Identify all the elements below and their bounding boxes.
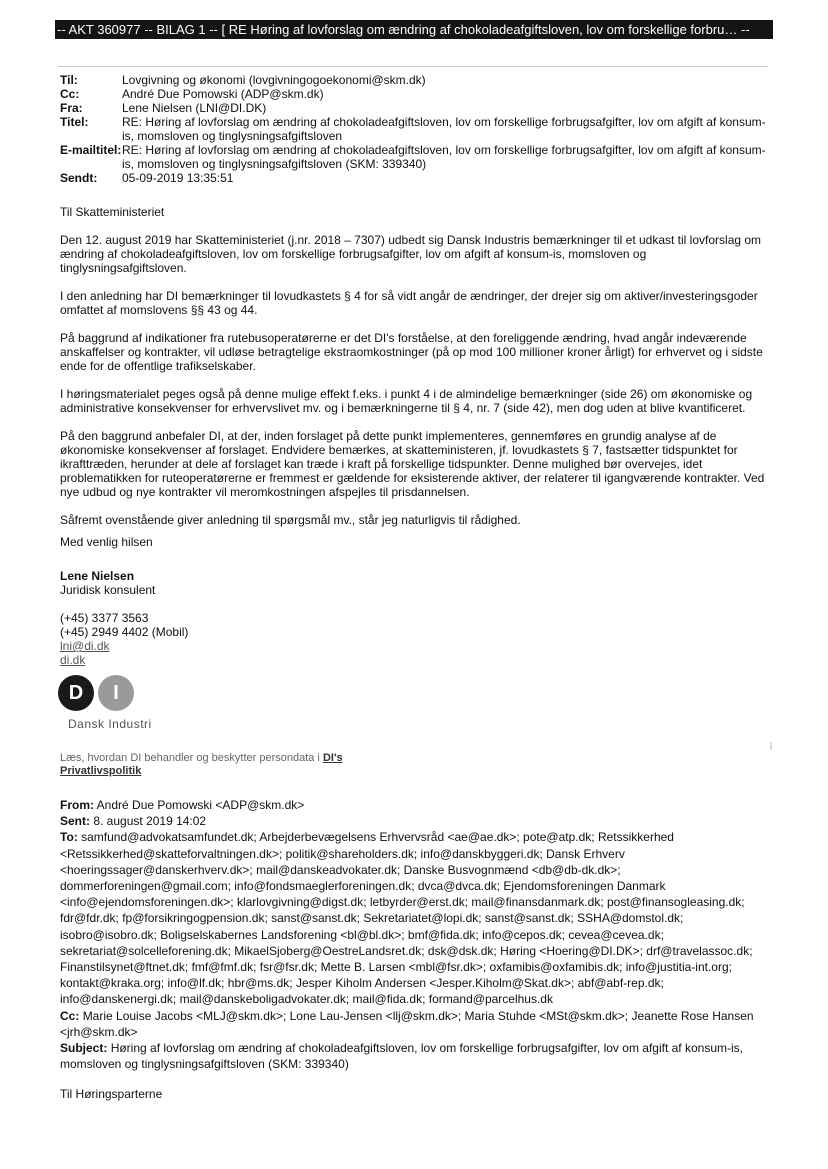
document-header-bar: -- AKT 360977 -- BILAG 1 -- [ RE Høring af lovforslag om ændring af chokoladeafgiftsloven, lov om forskellige forbru… -- — [55, 20, 773, 39]
fwd-sent-value: 8. august 2019 14:02 — [93, 814, 207, 829]
privacy-text: Læs, hvordan DI behandler og beskytter persondata i — [60, 752, 323, 764]
meta-value: RE: Høring af lovforslag om ændring af chokoladeafgiftsloven, lov om forskellige forbrugsafgifter, lov om afgift af konsum-is, momsloven og tinglysningsafgiftsloven (SKM: 339340) — [122, 143, 766, 171]
fwd-subject-value: Høring af lovforslag om ændring af chokoladeafgiftsloven, lov om forskellige forbrugsafgifter, lov om afgift af konsum-is, momsloven og tinglysningsafgiftsloven (SKM: 339340) — [60, 1041, 743, 1072]
signature-mobile: (+45) 2949 4402 (Mobil) — [60, 625, 189, 639]
meta-row-sent — [60, 171, 772, 185]
privacy-policy-link[interactable]: DI's Privatlivspolitik — [60, 752, 343, 777]
meta-value: 05-09-2019 13:35:51 — [122, 171, 234, 185]
meta-key: Til: — [60, 73, 78, 87]
meta-value: Lene Nielsen (LNI@DI.DK) — [122, 101, 267, 115]
signature-email-link[interactable]: lni@di.dk — [60, 639, 110, 653]
fwd-from-value: André Due Pomowski <ADP@skm.dk> — [96, 798, 305, 812]
email-body — [60, 205, 770, 541]
body-paragraph: På den baggrund anbefaler DI, at der, inden forslaget på dette punkt implementeres, gennemføres en grundig analyse af de økonomiske konsekvenser af forslaget. Endvidere bemærkes, at skatteministeren, jf. lovudkastets § 7, fastsætter tidspunktet for ikrafttræden, herunder at dele af forslaget kan træde i kraft på forskellige tidspunkter. Denne mulighed bør overvejes, idet problematikken for ruteoperatørerne er fremmest er gældende for eksisterende aktiver, der relaterer til igangværende kontrakter. Ved nye udbud og nye kontrakter vil meromkostningen afspejles til prisdannelsen. — [60, 429, 765, 499]
meta-key: Cc: — [60, 87, 80, 101]
meta-row-from — [60, 101, 772, 115]
meta-key: Fra: — [60, 101, 83, 115]
closing-line: Til Høringsparterne — [60, 1087, 163, 1101]
signature-greeting: Med venlig hilsen — [60, 535, 153, 549]
meta-key: E-mailtitel: — [60, 143, 122, 157]
dansk-industri-logo — [58, 675, 178, 735]
meta-value: André Due Pomowski (ADP@skm.dk) — [122, 87, 324, 101]
body-salutation: Til Skatteministeriet — [60, 205, 165, 219]
fwd-to-recipients: samfund@advokatsamfundet.dk; Arbejderbevægelsens Erhvervsråd <ae@ae.dk>; pote@atp.dk; Retssikkerhed <Retssikkerhed@skatteforvaltningen.dk>; politik@shareholders.dk; info@danskbyggeri.dk; Dansk Erhverv <hoeringssager@danskerhverv.dk>; mail@danskeadvokater.dk; Danske Busvognmænd <db@db-dk.dk>; dommerforeningen@gmail.com; info@fondsmaeglerforeningen.dk; dvca@dvca.dk; Ejendomsforeningen Danmark <info@ejendomsforeningen.dk>; klarlovgivning@digst.dk; letbyrder@erst.dk; mail@finansdanmark.dk; post@finansogleasing.dk; fdr@fdr.dk; fp@forsikringogpension.dk; sanst@sanst.dk; Sekretariatet@lopi.dk; sanst@sanst.dk; SSHA@domstol.dk; isobro@isobro.dk; Boligselskabernes Landsforening <bl@bl.dk>; bmf@fida.dk; info@cepos.dk; cevea@cevea.dk; sekretariat@solcelleforening.dk; MikaelSjoberg@OestreLandsret.dk; dsk@dsk.dk; Høring <Hoering@DI.DK>; drf@travelassoc.dk; Finanstilsynet@ftnet.dk; fmf@fmf.dk; fsr@fsr.dk; Mette B. Larsen <mbl@fsr.dk>; oxfamibis@oxfamibis.dk; info@justitia-int.org; kontakt@kraka.org; info@lf.dk; hbr@ms.dk; Jesper Kiholm Andersen <Jesper.Kiholm@Skat.dk>; abf@abf-rep.dk; info@danskenergi.dk; mail@danskeboligadvokater.dk; mail@fida.dk; formand@parcelhus.dk — [60, 830, 753, 1007]
privacy-note — [60, 752, 360, 778]
signature-web-link[interactable]: di.dk — [60, 653, 86, 667]
meta-row-to — [60, 73, 772, 87]
fwd-to-label: To: — [60, 830, 78, 845]
header-divider — [58, 66, 768, 67]
signature-name: Lene Nielsen — [60, 569, 135, 583]
fwd-subject-label: Subject: — [60, 1041, 108, 1056]
signature-role: Juridisk konsulent — [60, 583, 156, 597]
fwd-cc-label: Cc: — [60, 1008, 80, 1023]
logo-d-circle: D — [58, 675, 94, 711]
body-paragraph: I høringsmaterialet peges også på denne mulige effekt f.eks. i punkt 4 i de almindelige bemærkninger (side 26) om økonomiske og administrative konsekvenser for erhvervslivet mv. og i bemærkningerne til § 4, nr. 7 (side 42), men dog uden at blive kvantificeret. — [60, 387, 753, 415]
meta-value: Lovgivning og økonomi (lovgivningogoekonomi@skm.dk) — [122, 73, 426, 87]
meta-value: RE: Høring af lovforslag om ændring af chokoladeafgiftsloven, lov om forskellige forbrugsafgifter, lov om afgift af konsum-is, momsloven og tinglysningsafgiftsloven — [122, 115, 766, 143]
fwd-cc-recipients: Marie Louise Jacobs <MLJ@skm.dk>; Lone Lau-Jensen <llj@skm.dk>; Maria Stuhde <MSt@skm.dk>; Jeanette Rose Hansen <jrh@skm.dk> — [60, 1008, 754, 1039]
fwd-sent-label: Sent: — [60, 814, 90, 829]
fwd-from-label: From: — [60, 798, 94, 812]
body-paragraph: Såfremt ovenstående giver anledning til spørgsmål mv., står jeg naturligvis til rådighed. — [60, 513, 521, 527]
signature-phone: (+45) 3377 3563 — [60, 611, 149, 625]
meta-key: Titel: — [60, 115, 89, 129]
body-paragraph: I den anledning har DI bemærkninger til lovudkastets § 4 for så vidt angår de ændringer, der drejer sig om aktiver/investeringsgoder omfattet af momslovens §§ 43 og 44. — [60, 289, 758, 317]
body-paragraph: Den 12. august 2019 har Skatteministeriet (j.nr. 2018 – 7307) udbedt sig Dansk Industris bemærkninger til et udkast til lovforslag om ændring af chokoladeafgiftsloven, lov om forskellige forbrugsafgifter, lov om afgift af konsum-is, momsloven og tinglysningsafgiftsloven. — [60, 233, 762, 275]
signature-block — [60, 535, 460, 667]
scan-mark — [770, 742, 772, 750]
meta-row-email-title — [60, 143, 772, 171]
logo-text: Dansk Industri — [68, 717, 152, 731]
body-paragraph: På baggrund af indikationer fra rutebusoperatørerne er det DI's forståelse, at den foreliggende ændring, hvad angår indeværende anskaffelser og kontrakter, vil udløse betragtelige ekstraomkostninger (på op mod 100 millioner kroner årligt) for erhvervet og i sidste ende for de offentlige trafikselskaber. — [60, 331, 763, 373]
email-metadata — [60, 73, 772, 185]
meta-row-cc — [60, 87, 772, 101]
meta-row-title — [60, 115, 772, 143]
meta-key: Sendt: — [60, 171, 98, 185]
forwarded-message-header — [60, 797, 760, 1072]
logo-i-circle: I — [98, 675, 134, 711]
